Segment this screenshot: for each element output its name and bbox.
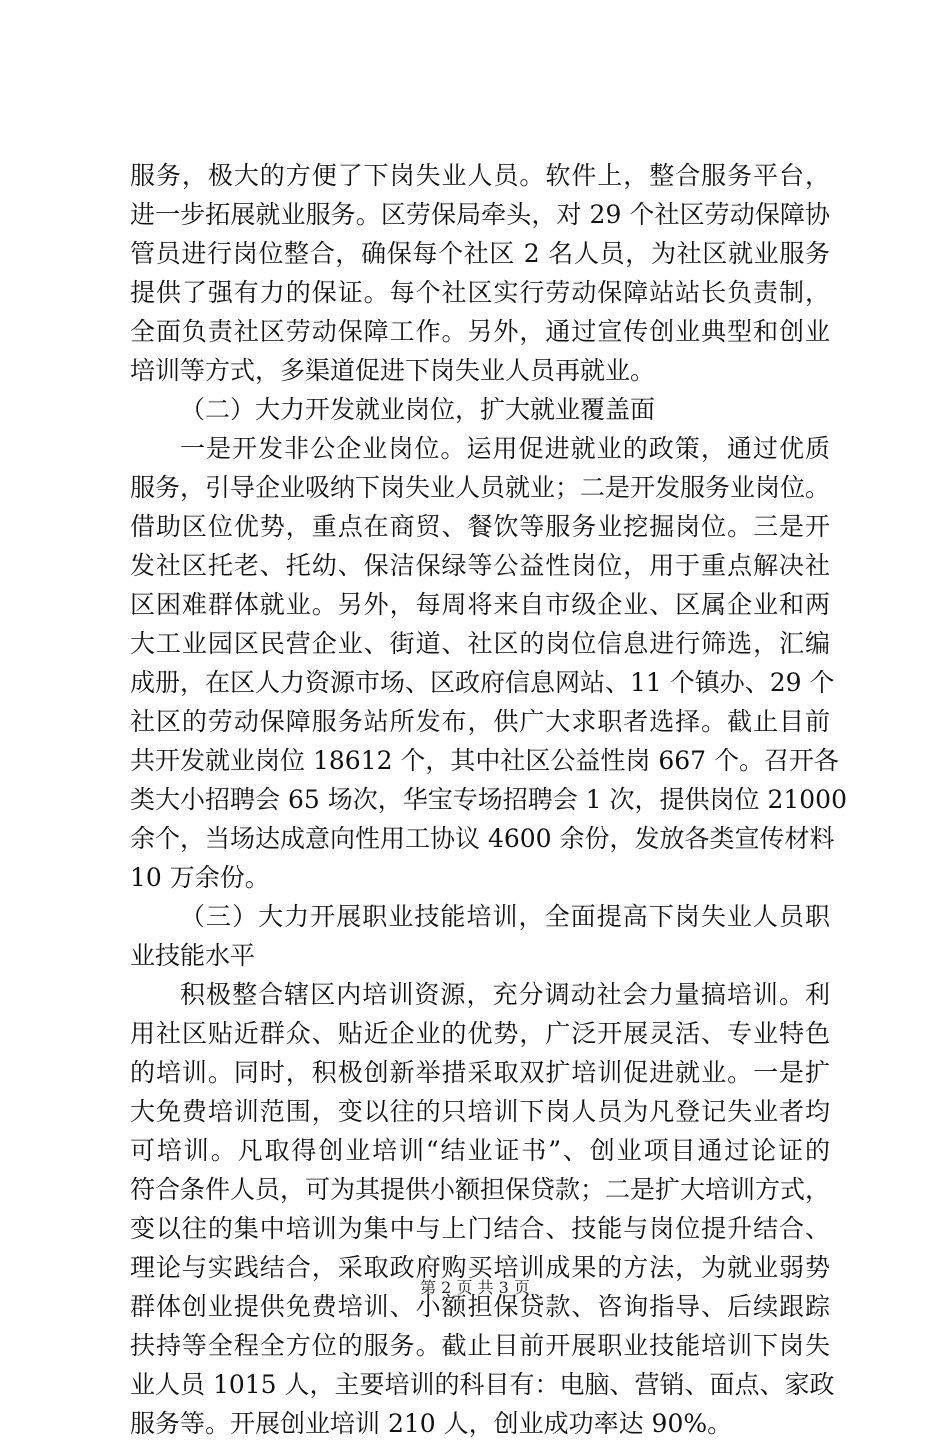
text-line: 的培训。同时，积极创新举措采取双扩培训促进就业。一是扩 — [130, 1058, 830, 1087]
text-line: 扶持等全程全方位的服务。截止目前开展职业技能培训下岗失 — [130, 1331, 830, 1360]
text-line: 群体创业提供免费培训、小额担保贷款、咨询指导、后续跟踪 — [130, 1292, 830, 1321]
page-footer: 第 2 页 共 3 页 — [420, 1278, 530, 1297]
text-line: 可培训。凡取得创业培训“结业证书”、创业项目通过论证的 — [130, 1136, 830, 1165]
text-line: 共开发就业岗位 18612 个，其中社区公益性岗 667 个。召开各 — [130, 746, 840, 775]
text-line: 服务，极大的方便了下岗失业人员。软件上，整合服务平台， — [130, 161, 830, 190]
text-line: 大工业园区民营企业、街道、社区的岗位信息进行筛选，汇编 — [130, 629, 830, 658]
text-line: 类大小招聘会 65 场次，华宝专场招聘会 1 次，提供岗位 21000 — [130, 785, 847, 814]
text-line: 成册，在区人力资源市场、区政府信息网站、11 个镇办、29 个 — [130, 668, 835, 697]
text-line: 10 万余份。 — [130, 863, 270, 892]
text-line: 全面负责社区劳动保障工作。另外，通过宣传创业典型和创业 — [130, 317, 830, 346]
text-line: 社区的劳动保障服务站所发布，供广大求职者选择。截止目前 — [130, 707, 830, 736]
text-line: 培训等方式，多渠道促进下岗失业人员再就业。 — [130, 356, 656, 385]
text-line: 理论与实践结合，采取政府购买培训成果的方法，为就业弱势 — [130, 1253, 830, 1282]
text-line: 余个，当场达成意向性用工协议 4600 余份，发放各类宣传材料 — [130, 824, 835, 853]
text-line: 业人员 1015 人，主要培训的科目有：电脑、营销、面点、家政 — [130, 1370, 835, 1399]
text-line: 积极整合辖区内培训资源，充分调动社会力量搞培训。利 — [180, 980, 830, 1009]
text-line: 变以往的集中培训为集中与上门结合、技能与岗位提升结合、 — [130, 1214, 830, 1243]
text-line: 借助区位优势，重点在商贸、餐饮等服务业挖掘岗位。三是开 — [130, 512, 830, 541]
text-line: 服务等。开展创业培训 210 人，创业成功率达 90%。 — [130, 1409, 733, 1438]
text-line: 大免费培训范围，变以往的只培训下岗人员为凡登记失业者均 — [130, 1097, 830, 1126]
text-line: 用社区贴近群众、贴近企业的优势，广泛开展灵活、专业特色 — [130, 1019, 830, 1048]
text-line: 符合条件人员，可为其提供小额担保贷款；二是扩大培训方式， — [130, 1175, 831, 1204]
text-line: 区困难群体就业。另外，每周将来自市级企业、区属企业和两 — [130, 590, 830, 619]
body-text — [130, 156, 847, 1443]
text-line: 进一步拓展就业服务。区劳保局牵头，对 29 个社区劳动保障协 — [130, 200, 830, 229]
text-line: （二）大力开发就业岗位，扩大就业覆盖面 — [180, 395, 656, 424]
text-line: 管员进行岗位整合，确保每个社区 2 名人员，为社区就业服务 — [130, 239, 830, 268]
text-line: （三）大力开展职业技能培训，全面提高下岗失业人员职 — [180, 902, 830, 931]
text-line: 提供了强有力的保证。每个社区实行劳动保障站站长负责制， — [130, 278, 830, 307]
text-line: 一是开发非公企业岗位。运用促进就业的政策，通过优质 — [180, 434, 830, 463]
text-line: 业技能水平 — [130, 941, 256, 970]
text-line: 服务，引导企业吸纳下岗失业人员就业；二是开发服务业岗位。 — [130, 473, 831, 502]
text-line: 发社区托老、托幼、保洁保绿等公益性岗位，用于重点解决社 — [130, 551, 830, 580]
